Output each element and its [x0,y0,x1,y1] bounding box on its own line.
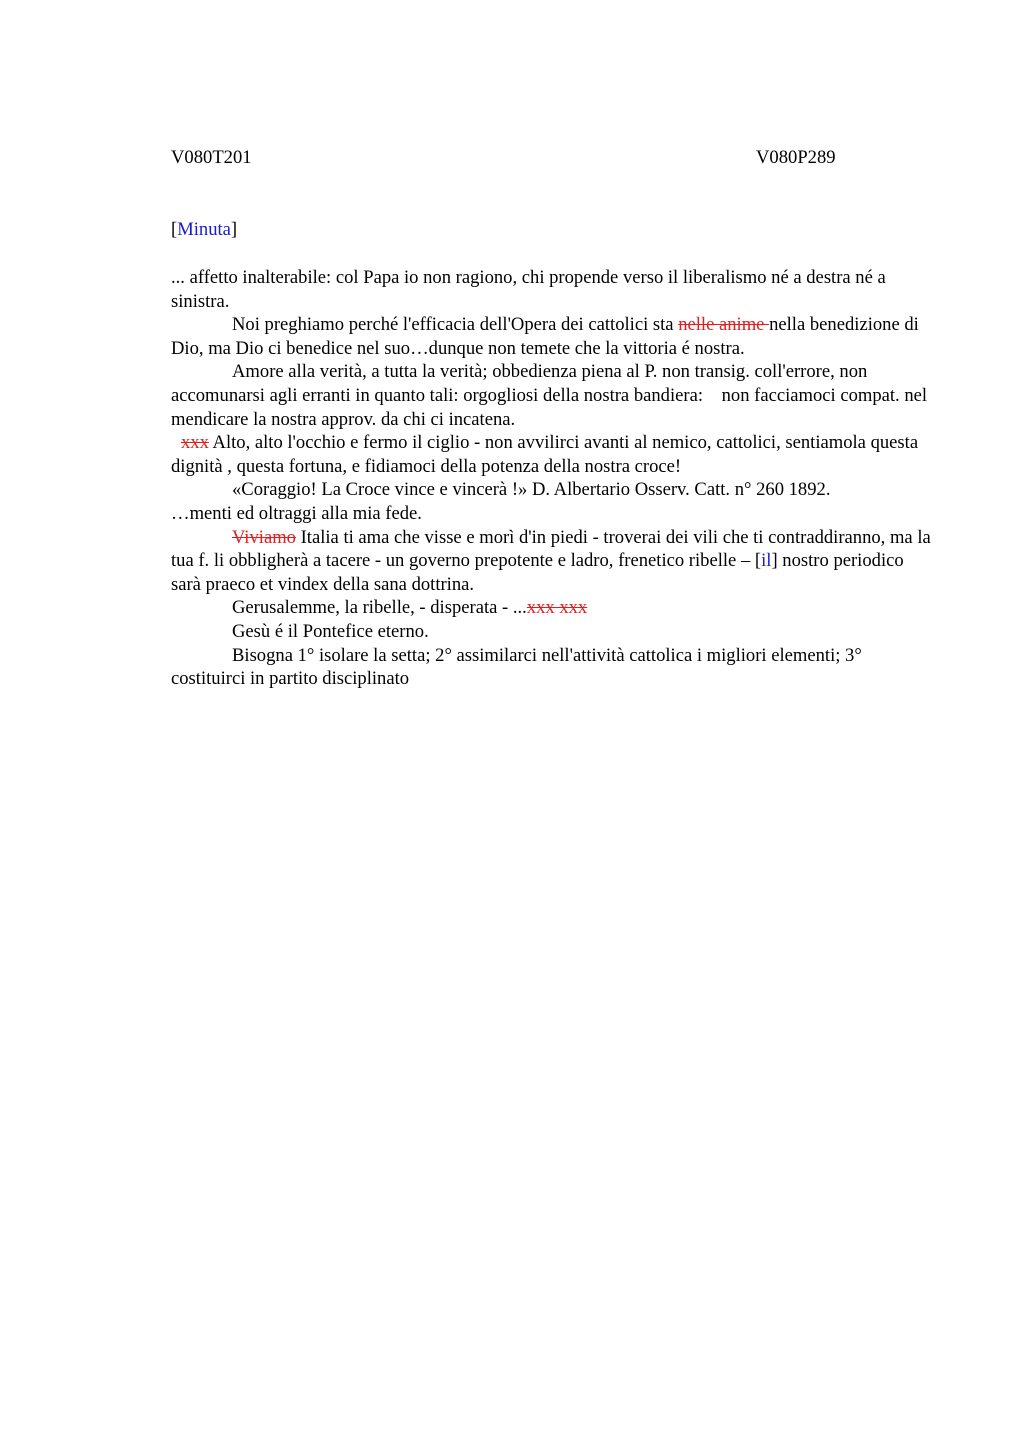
document-body [171,266,931,691]
paragraph-2-text-b: nella benedizione di Dio, ma Dio ci benedice nel suo…dunque non temete che la vittoria é nostra. [171,314,919,359]
paragraph-2-text-a: Noi preghiamo perché l'efficacia dell'Opera dei cattolici sta [232,314,679,336]
paragraph-4 [171,431,931,478]
document-code-left: V080T201 [171,147,252,168]
paragraph-7-editorial-word: il [761,550,772,572]
label-open-bracket: [ [171,219,178,240]
document-code-right: V080P289 [756,147,836,168]
paragraph-4-deletion: xxx [181,432,209,454]
document-page [171,0,931,1450]
paragraph-8 [171,596,931,620]
paragraph-7-open-bracket: [ [754,550,762,572]
paragraph-2 [171,313,931,360]
paragraph-4-text: Alto, alto l'occhio e fermo il ciglio - non avvilirci avanti al nemico, cattolici, sentiamola questa dignità , questa fortuna, e fidiamoci della potenza della nostra croce! [171,432,919,477]
label-close-bracket: ] [230,219,238,240]
paragraph-1: ... affetto inalterabile: col Papa io non ragiono, chi propende verso il liberalismo né a destra né a sinistra. [171,267,886,312]
paragraph-10: Bisogna 1° isolare la setta; 2° assimilarci nell'attività cattolica i migliori elementi; 3° costituirci in partito disciplinato [171,644,862,690]
paragraph-9: Gesù é il Pontefice eterno. [232,620,429,642]
paragraph-8-text: Gerusalemme, la ribelle, - disperata - ... [232,597,527,619]
paragraph-6: …menti ed oltraggi alla mia fede. [171,502,422,524]
paragraph-7 [171,526,931,597]
label-text: Minuta [177,219,231,240]
paragraph-7-deletion: Viviamo [232,526,296,548]
paragraph-2-deletion: nelle anime [678,314,770,336]
paragraph-7-text-b: nostro periodico sarà praeco et vindex della sana dottrina. [171,550,904,595]
paragraph-5: «Coraggio! La Croce vince e vincerà !» D. Albertario Osserv. Catt. n° 260 1892. [232,479,831,501]
minuta-label [171,218,237,242]
paragraph-7-text-a: Italia ti ama che visse e morì d'in piedi - troverai dei vili che ti contraddiranno, ma la tua f. li obbligherà a tacere - un governo prepotente e ladro, frenetico ribelle – [171,526,931,572]
paragraph-3: Amore alla verità, a tutta la verità; obbedienza piena al P. non transig. coll'errore, non accomunarsi agli erranti in quanto tali: orgogliosi della nostra bandiera: non facciamoci compat. nel mendicare la nostra approv. da chi ci incatena. [171,361,932,430]
paragraph-8-deletion: xxx xxx [526,597,588,619]
paragraph-7-close-bracket: ] [771,550,778,572]
